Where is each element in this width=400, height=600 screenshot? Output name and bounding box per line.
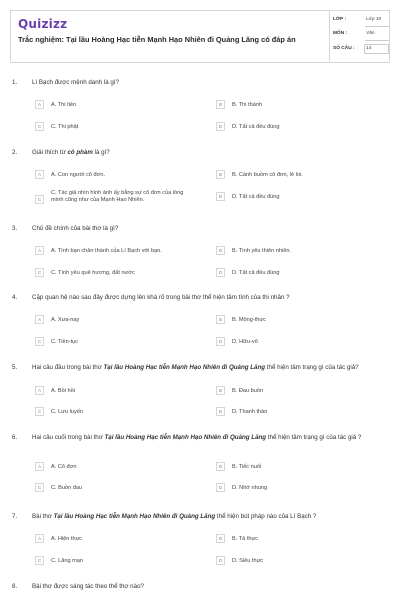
question-number: 5.	[12, 364, 18, 371]
option-text: B. Tình yêu thiên nhiên.	[232, 247, 291, 254]
question-text	[32, 583, 387, 591]
question-text-part: Cặp quan hệ nào sau đây được dựng lên khá rõ trong bài thơ thể hiện tâm tình của thi nhân ?	[32, 294, 290, 301]
option-letter-badge: C	[35, 268, 44, 277]
question-text-part: Lí Bạch được mệnh danh là gì?	[32, 79, 119, 86]
option-text: B. Đau buồn	[232, 387, 264, 394]
option-text: D. Thanh thản	[232, 408, 268, 415]
option-letter-badge: A	[35, 386, 44, 395]
option-text: D. Tất cả đều đúng	[232, 269, 280, 276]
question-text	[32, 364, 387, 372]
option-letter-badge: D	[216, 483, 225, 492]
meta-grade	[333, 15, 389, 27]
meta-subject-label: MÔN :	[333, 31, 348, 36]
meta-grade-label: LỚP :	[333, 17, 347, 22]
option-text: C. Thi phật	[51, 123, 79, 130]
option-text: B. Cánh buồm cô đơn, lẻ loi.	[232, 171, 303, 178]
option-letter-badge: A	[35, 462, 44, 471]
option-text: C. Buồn đau	[51, 484, 83, 491]
option-letter-badge: D	[216, 268, 225, 277]
option-letter-badge: C	[35, 195, 44, 204]
option-text: C. Lưu luyến	[51, 408, 84, 415]
meta-count	[333, 44, 389, 56]
question-text-emphasis: cô phàm	[67, 149, 93, 156]
question-text-part: thể hiện tâm trạng gì của tác giả?	[265, 364, 359, 371]
option-letter-badge: C	[35, 483, 44, 492]
option-letter-badge: B	[216, 170, 225, 179]
option-text: A. Tình bạn chân thành của Lí Bạch với bạn.	[51, 247, 162, 254]
option-letter-badge: C	[35, 337, 44, 346]
question-text	[32, 434, 387, 442]
option-text: A. Xưa-nay	[51, 316, 80, 323]
option-letter-badge: B	[216, 315, 225, 324]
question-text	[32, 225, 387, 233]
question-number: 1.	[12, 79, 18, 86]
option-letter-badge: B	[216, 534, 225, 543]
option-text: B. Thi thánh	[232, 101, 263, 108]
option-text: D. Hữu-vô	[232, 338, 258, 345]
worksheet-header	[10, 10, 390, 63]
option-letter-badge: D	[216, 192, 225, 201]
question-text-part: Bài thơ được sáng tác theo thể thơ nào?	[32, 583, 144, 590]
option-letter-badge: A	[35, 170, 44, 179]
question-number: 8.	[12, 583, 18, 590]
meta-subject-value: Văn	[366, 31, 375, 36]
option-text: D. Tất cả đều đúng	[232, 193, 280, 200]
question-number: 6.	[12, 434, 18, 441]
question-text-part: Hai câu đầu trong bài thơ	[32, 364, 104, 371]
option-text: D. Nhớ nhung	[232, 484, 268, 491]
option-letter-badge: C	[35, 407, 44, 416]
question-text	[32, 79, 387, 87]
question-text-emphasis: Tại lầu Hoàng Hạc tiễn Mạnh Hạo Nhiên đi Quảng Lăng	[104, 434, 267, 441]
option-text: A. Bồi hồi	[51, 387, 75, 394]
option-letter-badge: D	[216, 556, 225, 565]
option-letter-badge: B	[216, 386, 225, 395]
meta-count-value: 14	[366, 46, 372, 51]
option-text: D. Siêu thực	[232, 557, 264, 564]
option-letter-badge: A	[35, 100, 44, 109]
option-letter-badge: D	[216, 122, 225, 131]
question-text	[32, 513, 387, 521]
meta-grade-value: Lớp 10	[366, 17, 382, 22]
option-letter-badge: D	[216, 407, 225, 416]
option-letter-badge: A	[35, 246, 44, 255]
meta-count-label: SỐ CÂU :	[333, 46, 355, 51]
page-title: Trắc nghiệm: Tại lầu Hoàng Hạc tiễn Mạnh Hạo Nhiên đi Quảng Lăng có đáp án	[18, 35, 296, 44]
option-letter-badge: B	[216, 100, 225, 109]
option-text: A. Cô đơn	[51, 463, 77, 470]
option-text: D. Tất cả đều đúng	[232, 123, 280, 130]
question-text-part: Chủ đề chính của bài thơ là gì?	[32, 225, 119, 232]
option-text: C. Tiền-tục	[51, 338, 79, 345]
question-text-emphasis: Tại lầu Hoàng Hạc tiễn Mạnh Hạo Nhiên đi Quảng Lăng	[103, 364, 266, 371]
option-text: B. Tả thực	[232, 535, 259, 542]
option-letter-badge: C	[35, 556, 44, 565]
question-number: 3.	[12, 225, 18, 232]
header-divider	[329, 11, 330, 62]
option-letter-badge: C	[35, 122, 44, 131]
question-number: 4.	[12, 294, 18, 301]
option-text: A. Thi tiên	[51, 101, 77, 108]
question-text-emphasis: Tại lầu Hoàng Hạc tiễn Mạnh Hạo Nhiên đi Quảng Lăng	[53, 513, 216, 520]
question-number: 2.	[12, 149, 18, 156]
option-letter-badge: D	[216, 337, 225, 346]
question-text-part: là gì?	[92, 149, 110, 156]
question-text-part: thể hiện bút pháp nào của Lí Bạch ?	[215, 513, 317, 520]
option-letter-badge: A	[35, 534, 44, 543]
meta-subject	[333, 29, 389, 41]
question-text-part: Hai câu cuối trong bài thơ	[32, 434, 105, 441]
option-text: C. Lãng mạn	[51, 557, 84, 564]
question-text-part: Giải thích từ	[32, 149, 68, 156]
option-text: A. Con người cô đơn.	[51, 171, 105, 178]
option-letter-badge: A	[35, 315, 44, 324]
option-text: A. Hiện thực	[51, 535, 83, 542]
option-text: B. Mộng-thực	[232, 316, 266, 323]
question-text-part: Bài thơ	[32, 513, 54, 520]
option-text: B. Tiếc nuối	[232, 463, 262, 470]
option-text: C. Tình yêu quê hương, đất nước	[51, 269, 135, 276]
option-letter-badge: B	[216, 462, 225, 471]
quizizz-logo[interactable]: Quizizz	[18, 17, 68, 31]
option-text: C. Tác giả nhìn hình ảnh ấy bằng sự cô đơn của lòng mình cũng như của Mạnh Hạo Nhiên.	[51, 190, 184, 203]
question-text	[32, 294, 387, 302]
option-letter-badge: B	[216, 246, 225, 255]
question-text-part: thể hiện tâm trạng gì của tác giả ?	[266, 434, 362, 441]
question-text	[32, 149, 387, 157]
question-number: 7.	[12, 513, 18, 520]
